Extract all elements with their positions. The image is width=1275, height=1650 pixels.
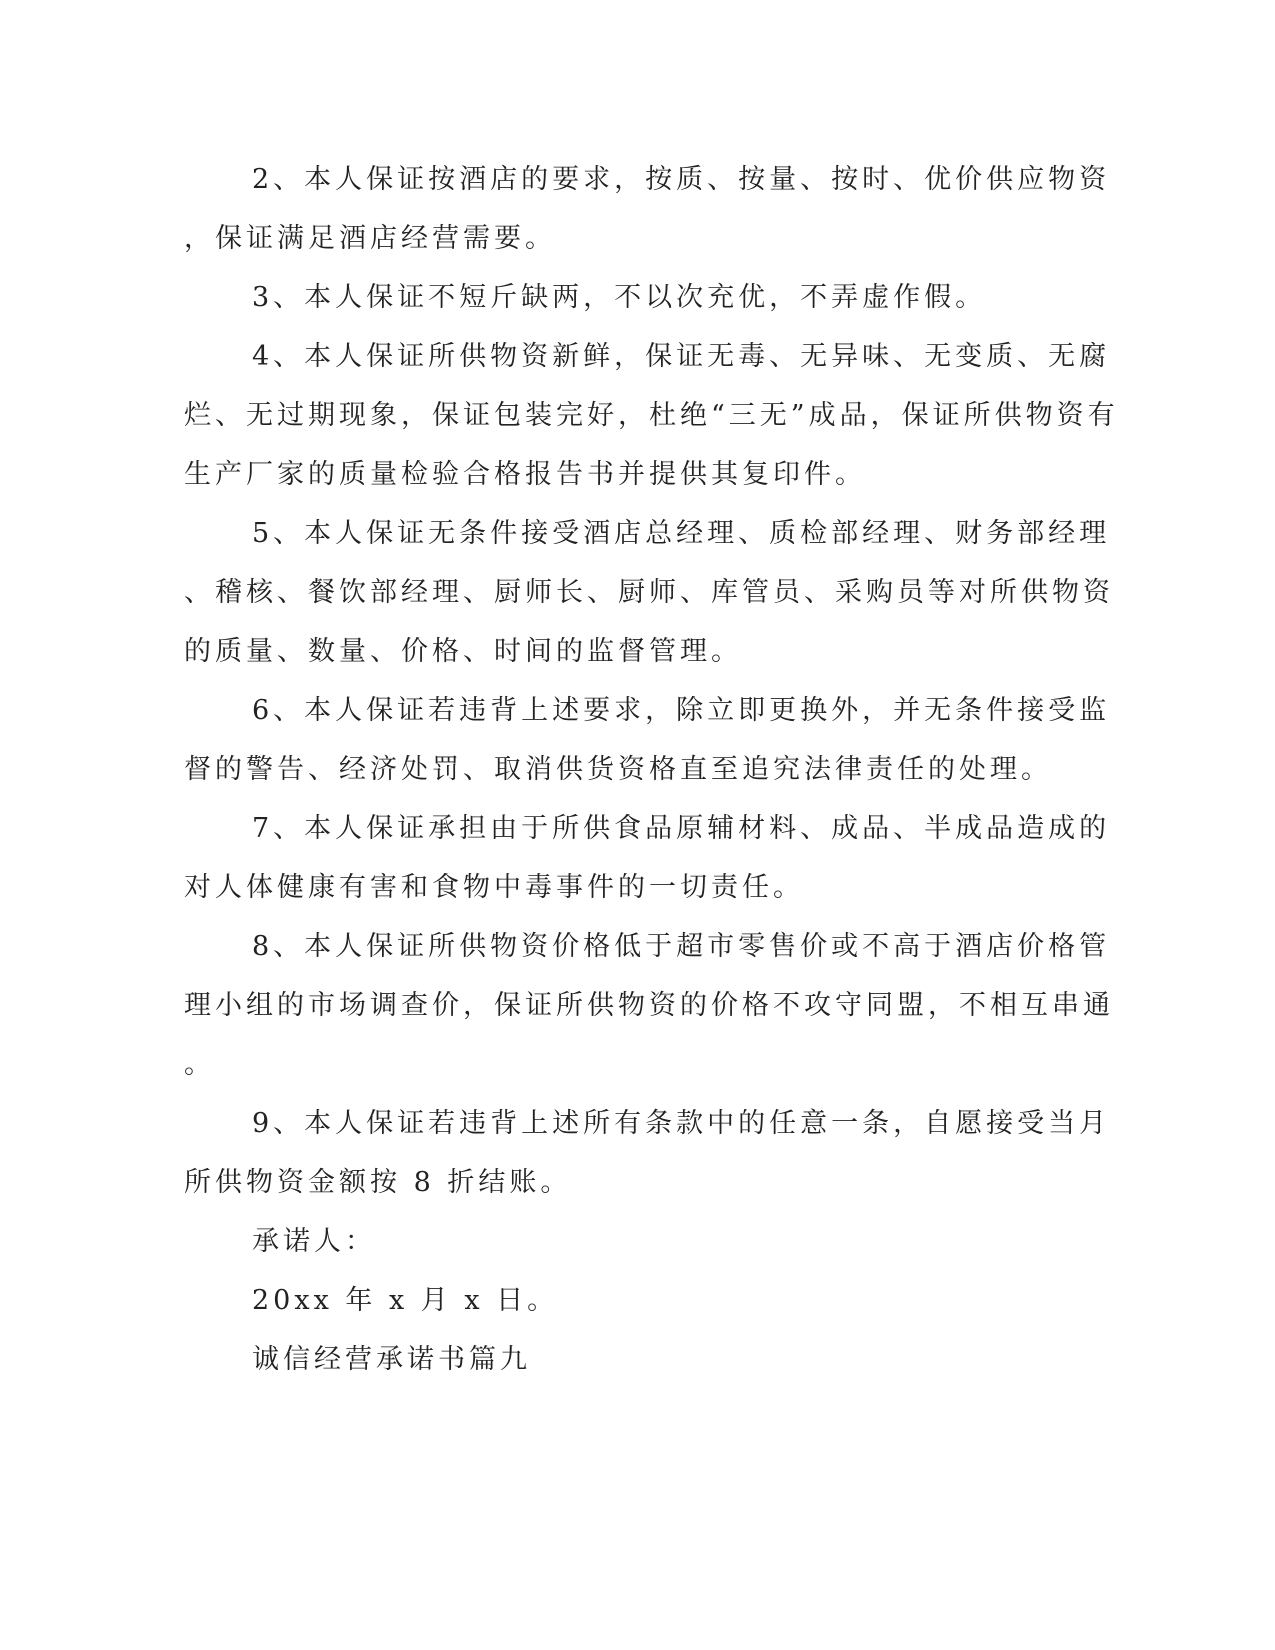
clause-4-line-1: 4、本人保证所供物资新鲜，保证无毒、无异味、无变质、无腐 bbox=[252, 341, 1111, 372]
clause-7-line-1: 7、本人保证承担由于所供食品原辅材料、成品、半成品造成的 bbox=[252, 813, 1111, 844]
clause-6-line-2: 督的警告、经济处罚、取消供货资格直至追究法律责任的处理。 bbox=[184, 754, 1052, 785]
clause-8-line-2: 理小组的市场调查价，保证所供物资的价格不攻守同盟，不相互串通 bbox=[184, 990, 1114, 1021]
clause-3-line-1: 3、本人保证不短斤缺两，不以次充优，不弄虚作假。 bbox=[252, 282, 987, 313]
clause-5-line-3: 的质量、数量、价格、时间的监督管理。 bbox=[184, 636, 742, 667]
signer-label: 承诺人： bbox=[252, 1226, 376, 1257]
clause-5-line-2: 、稽核、餐饮部经理、厨师长、厨师、库管员、采购员等对所供物资 bbox=[184, 577, 1114, 608]
clause-8-line-3: 。 bbox=[184, 1049, 215, 1080]
next-section-title: 诚信经营承诺书篇九 bbox=[252, 1344, 531, 1375]
clause-4-line-2: 烂、无过期现象，保证包装完好，杜绝“三无”成品，保证所供物资有 bbox=[184, 400, 1119, 431]
clause-9-line-2: 所供物资金额按 8 折结账。 bbox=[184, 1167, 572, 1198]
signature-date: 20xx 年 x 月 x 日。 bbox=[252, 1285, 559, 1316]
clause-9-line-1: 9、本人保证若违背上述所有条款中的任意一条，自愿接受当月 bbox=[252, 1108, 1111, 1139]
clause-6-line-1: 6、本人保证若违背上述要求，除立即更换外，并无条件接受监 bbox=[252, 695, 1111, 726]
clause-2-line-1: 2、本人保证按酒店的要求，按质、按量、按时、优价供应物资 bbox=[252, 164, 1111, 195]
clause-7-line-2: 对人体健康有害和食物中毒事件的一切责任。 bbox=[184, 872, 804, 903]
clause-8-line-1: 8、本人保证所供物资价格低于超市零售价或不高于酒店价格管 bbox=[252, 931, 1111, 962]
clause-5-line-1: 5、本人保证无条件接受酒店总经理、质检部经理、财务部经理 bbox=[252, 518, 1111, 549]
clause-4-line-3: 生产厂家的质量检验合格报告书并提供其复印件。 bbox=[184, 459, 866, 490]
clause-2-line-2: ，保证满足酒店经营需要。 bbox=[184, 223, 556, 254]
